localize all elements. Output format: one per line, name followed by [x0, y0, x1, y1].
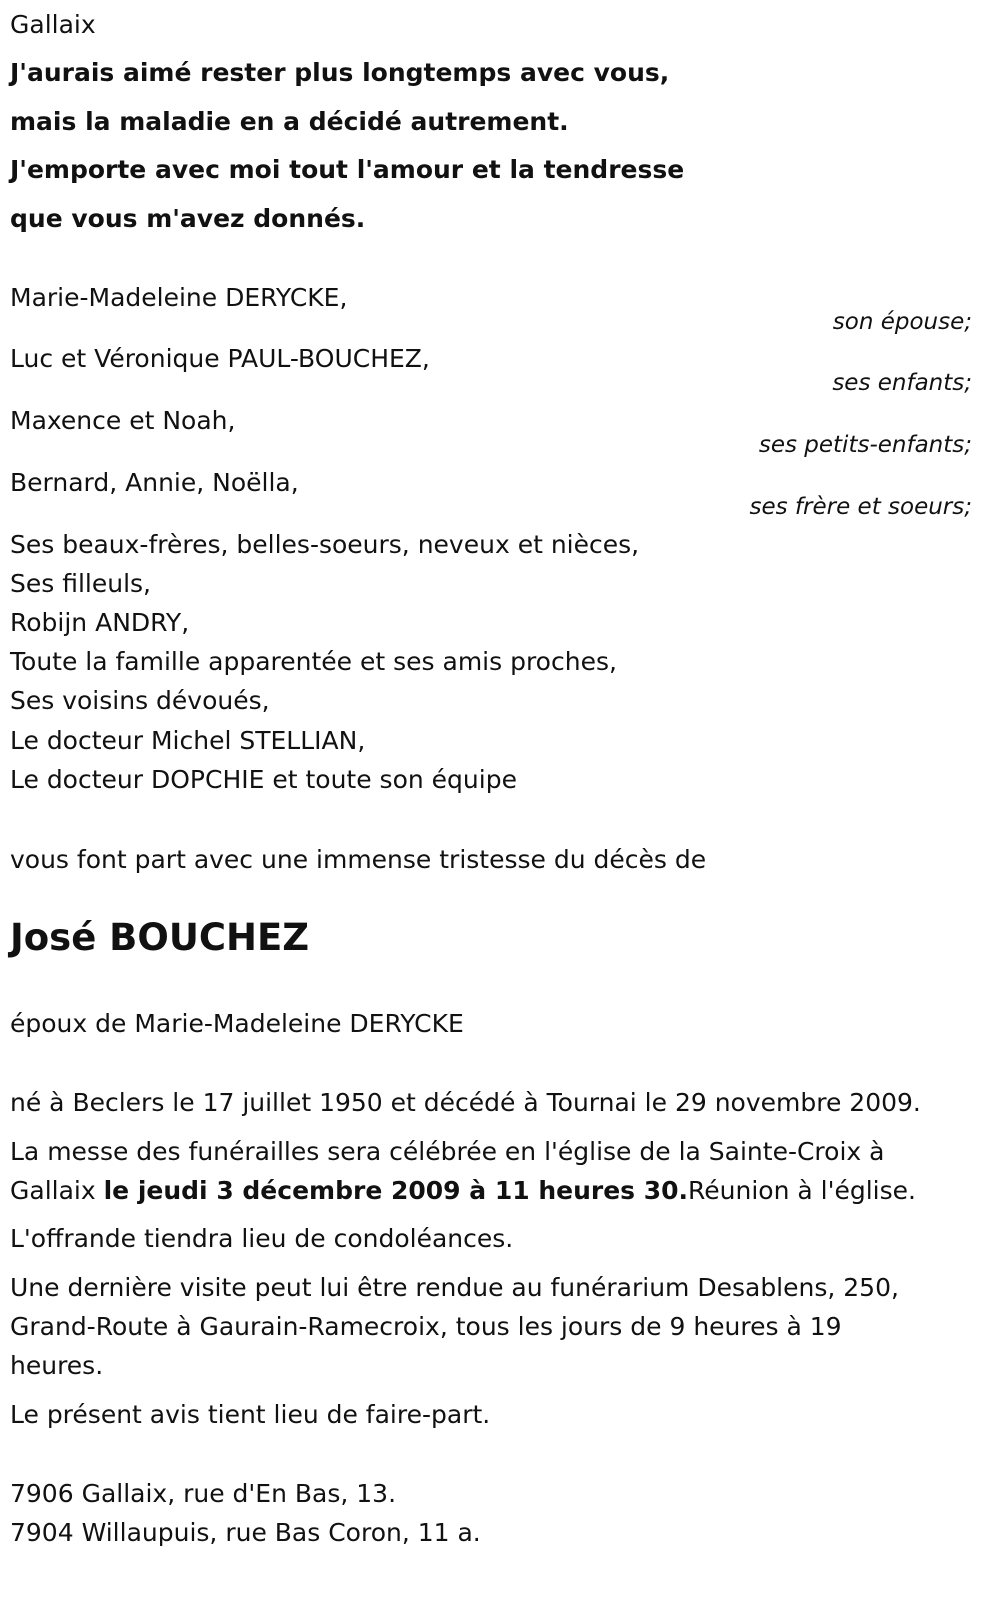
birth-death-line: né à Beclers le 17 juillet 1950 et décédé à Tournai le 29 novembre 2009.	[10, 1088, 921, 1117]
others-line-5: Ses voisins dévoués,	[10, 686, 270, 715]
address-line-2: 7904 Willaupuis, rue Bas Coron, 11 a.	[10, 1518, 481, 1547]
spouse-line: époux de Marie-Madeleine DERYCKE	[10, 1009, 464, 1038]
others-line-3: Robijn ANDRY,	[10, 608, 190, 637]
others-line-7: Le docteur DOPCHIE et toute son équipe	[10, 765, 517, 794]
others-line-4: Toute la famille apparentée et ses amis proches,	[10, 647, 617, 676]
deceased-name: José BOUCHEZ	[10, 916, 310, 959]
location-header: Gallaix	[10, 10, 96, 39]
poem-line-1: J'aurais aimé rester plus longtemps avec vous,	[10, 58, 670, 87]
others-line-1: Ses beaux-frères, belles-soeurs, neveux et nièces,	[10, 530, 640, 559]
family-role-grandchildren: ses petits-enfants;	[758, 432, 972, 458]
mass-date-time: le jeudi 3 décembre 2009 à 11 heures 30.	[103, 1176, 689, 1205]
offering-line: L'offrande tiendra lieu de condoléances.	[10, 1224, 514, 1253]
family-role-children: ses enfants;	[832, 370, 972, 396]
family-name-spouse: Marie-Madeleine DERYCKE,	[10, 283, 348, 312]
visit-line-2: Grand-Route à Gaurain-Ramecroix, tous les jours de 9 heures à 19	[10, 1312, 842, 1341]
poem-line-4: que vous m'avez donnés.	[10, 204, 366, 233]
family-name-siblings: Bernard, Annie, Noëlla,	[10, 468, 299, 497]
poem-line-2: mais la maladie en a décidé autrement.	[10, 107, 569, 136]
poem-line-3: J'emporte avec moi tout l'amour et la tendresse	[10, 155, 685, 184]
family-name-children: Luc et Véronique PAUL-BOUCHEZ,	[10, 344, 430, 373]
visit-line-1: Une dernière visite peut lui être rendue au funérarium Desablens, 250,	[10, 1273, 899, 1302]
others-line-2: Ses filleuls,	[10, 569, 152, 598]
mass-line-2	[10, 1176, 916, 1206]
family-name-grandchildren: Maxence et Noah,	[10, 406, 236, 435]
visit-line-3: heures.	[10, 1351, 104, 1380]
notice-line: Le présent avis tient lieu de faire-part.	[10, 1400, 491, 1429]
family-role-spouse: son épouse;	[832, 309, 972, 335]
others-line-6: Le docteur Michel STELLIAN,	[10, 726, 366, 755]
mass-place: Gallaix	[10, 1176, 104, 1205]
family-role-siblings: ses frère et soeurs;	[749, 494, 972, 520]
announcement-text: vous font part avec une immense tristesse du décès de	[10, 845, 707, 874]
mass-meeting: Réunion à l'église.	[688, 1176, 916, 1205]
mass-line-1: La messe des funérailles sera célébrée en l'église de la Sainte-Croix à	[10, 1137, 885, 1166]
address-line-1: 7906 Gallaix, rue d'En Bas, 13.	[10, 1479, 397, 1508]
